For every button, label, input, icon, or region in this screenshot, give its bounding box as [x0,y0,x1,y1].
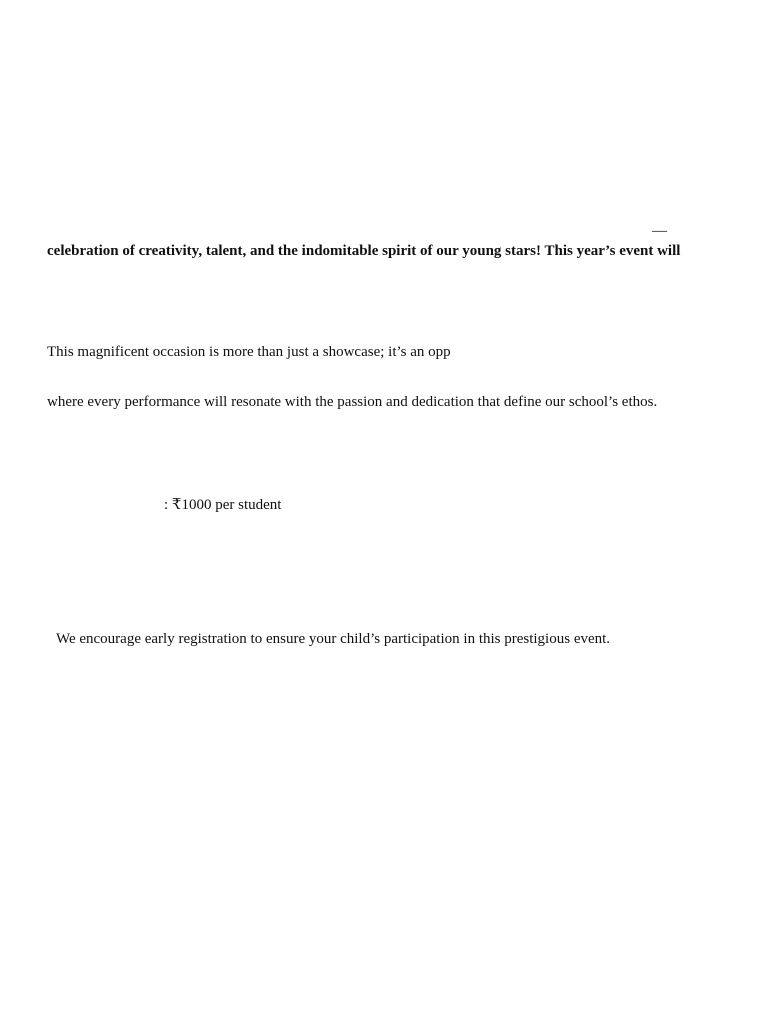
occasion-line: This magnificent occasion is more than just a showcase; it’s an opp [47,344,451,360]
em-dash: — [652,223,667,239]
closing-line: We encourage early registration to ensure your child’s participation in this prestigious event. [56,631,611,647]
performance-line: where every performance will resonate with the passion and dedication that define our school’s ethos. [47,394,658,410]
fee-line: : ₹1000 per student [164,497,282,513]
intro-bold-line: celebration of creativity, talent, and the indomitable spirit of our young stars! This year’s event will [47,243,681,259]
